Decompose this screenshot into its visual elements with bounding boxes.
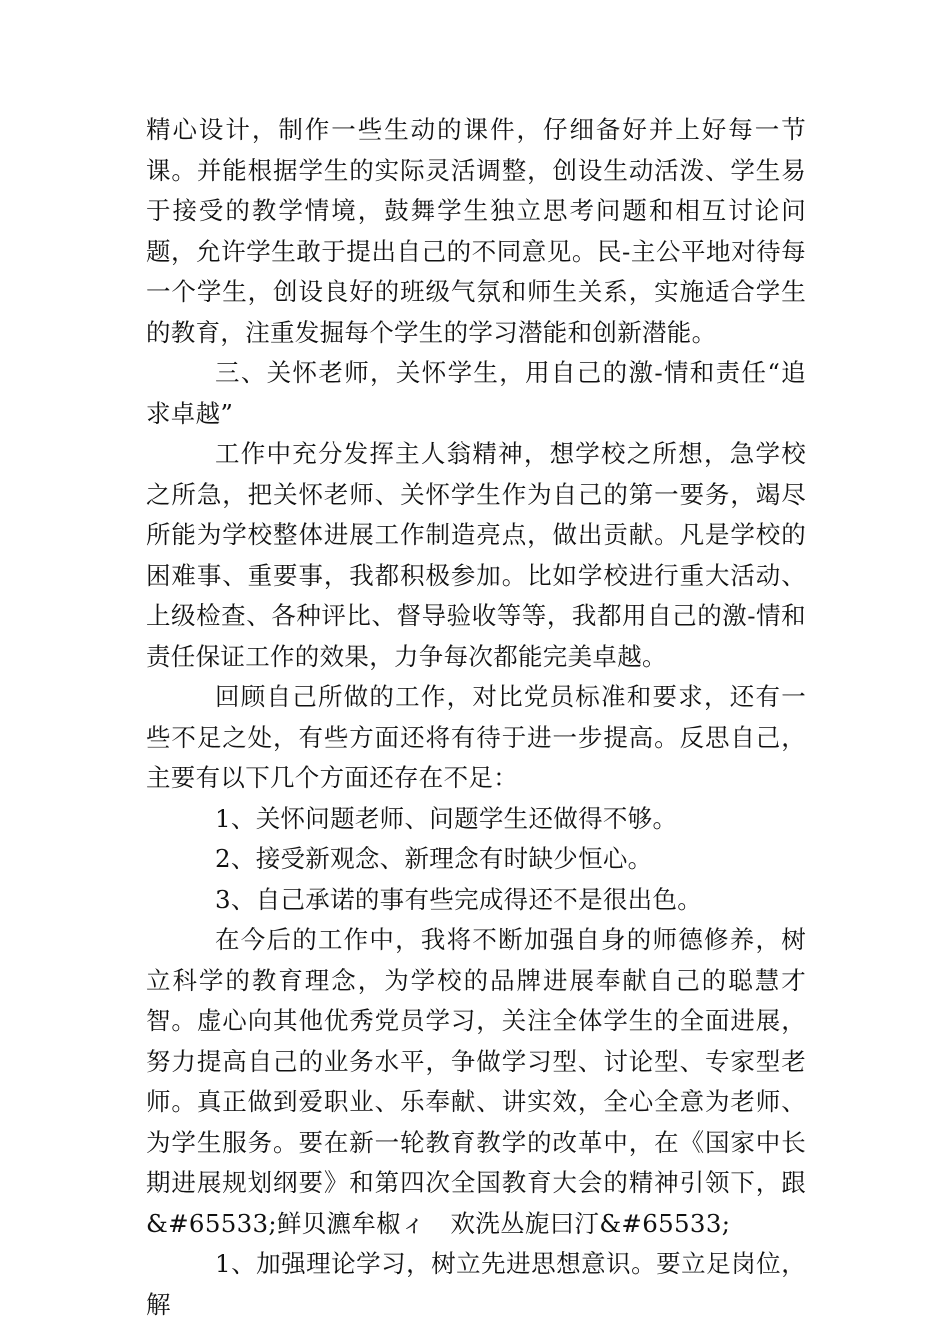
list-item-shortcoming-3: 3、自己承诺的事有些完成得还不是很出色。 [215,884,703,914]
list-item-shortcoming-2: 2、接受新观念、新理念有时缺少恒心。 [215,844,653,873]
section-heading-three: 三、关怀老师，关怀学生，用自己的激-情和责任“追求卓越” [146,358,806,428]
paragraph-self-reflection: 回顾自己所做的工作，对比党员标准和要求，还有一些不足之处，有些方面还将有待于进一步提高。反思自己，主要有以下几个方面还存在不足： [146,682,806,792]
paragraph-future-plans: 在今后的工作中，我将不断加强自身的师德修养，树立科学的教育理念，为学校的品牌进展奉献自己的聪慧才智。虚心向其他优秀党员学习，关注全体学生的全面进展，努力提高自己的业务水平，争做学习型、讨论型、专家型老师。真正做到爱职业、乐奉献、讲实效，全心全意为老师、为学生服务。要在新一轮教育教学的改革中，在《国家中长期进展规划纲要》和第四次全国教育大会的精神引领下，跟&#65533;鲜贝瀌牟椒ィ 欢洗丛旎曰汀&#65533; [146,925,806,1238]
list-item-plan-1: 1、加强理论学习，树立先进思想意识。要立足岗位，解 [146,1249,806,1319]
paragraph-work-contribution: 工作中充分发挥主人翁精神，想学校之所想，急学校之所急，把关怀老师、关怀学生作为自己的第一要务，竭尽所能为学校整体进展工作制造亮点，做出贡献。凡是学校的困难事、重要事，我都积极参加。比如学校进行重大活动、上级检查、各种评比、督导验收等等，我都用自己的激-情和责任保证工作的效果，力争每次都能完美卓越。 [146,439,806,671]
paragraph-teaching-methods: 精心设计，制作一些生动的课件，仔细备好并上好每一节课。并能根据学生的实际灵活调整，创设生动活泼、学生易于接受的教学情境，鼓舞学生独立思考问题和相互讨论问题，允许学生敢于提出自己的不同意见。民-主公平地对待每一个学生，创设良好的班级气氛和师生关系，实施适合学生的教育，注重发掘每个学生的学习潜能和创新潜能。 [146,115,806,347]
list-item-shortcoming-1: 1、关怀问题老师、问题学生还做得不够。 [215,803,678,833]
document-body [146,110,806,1325]
